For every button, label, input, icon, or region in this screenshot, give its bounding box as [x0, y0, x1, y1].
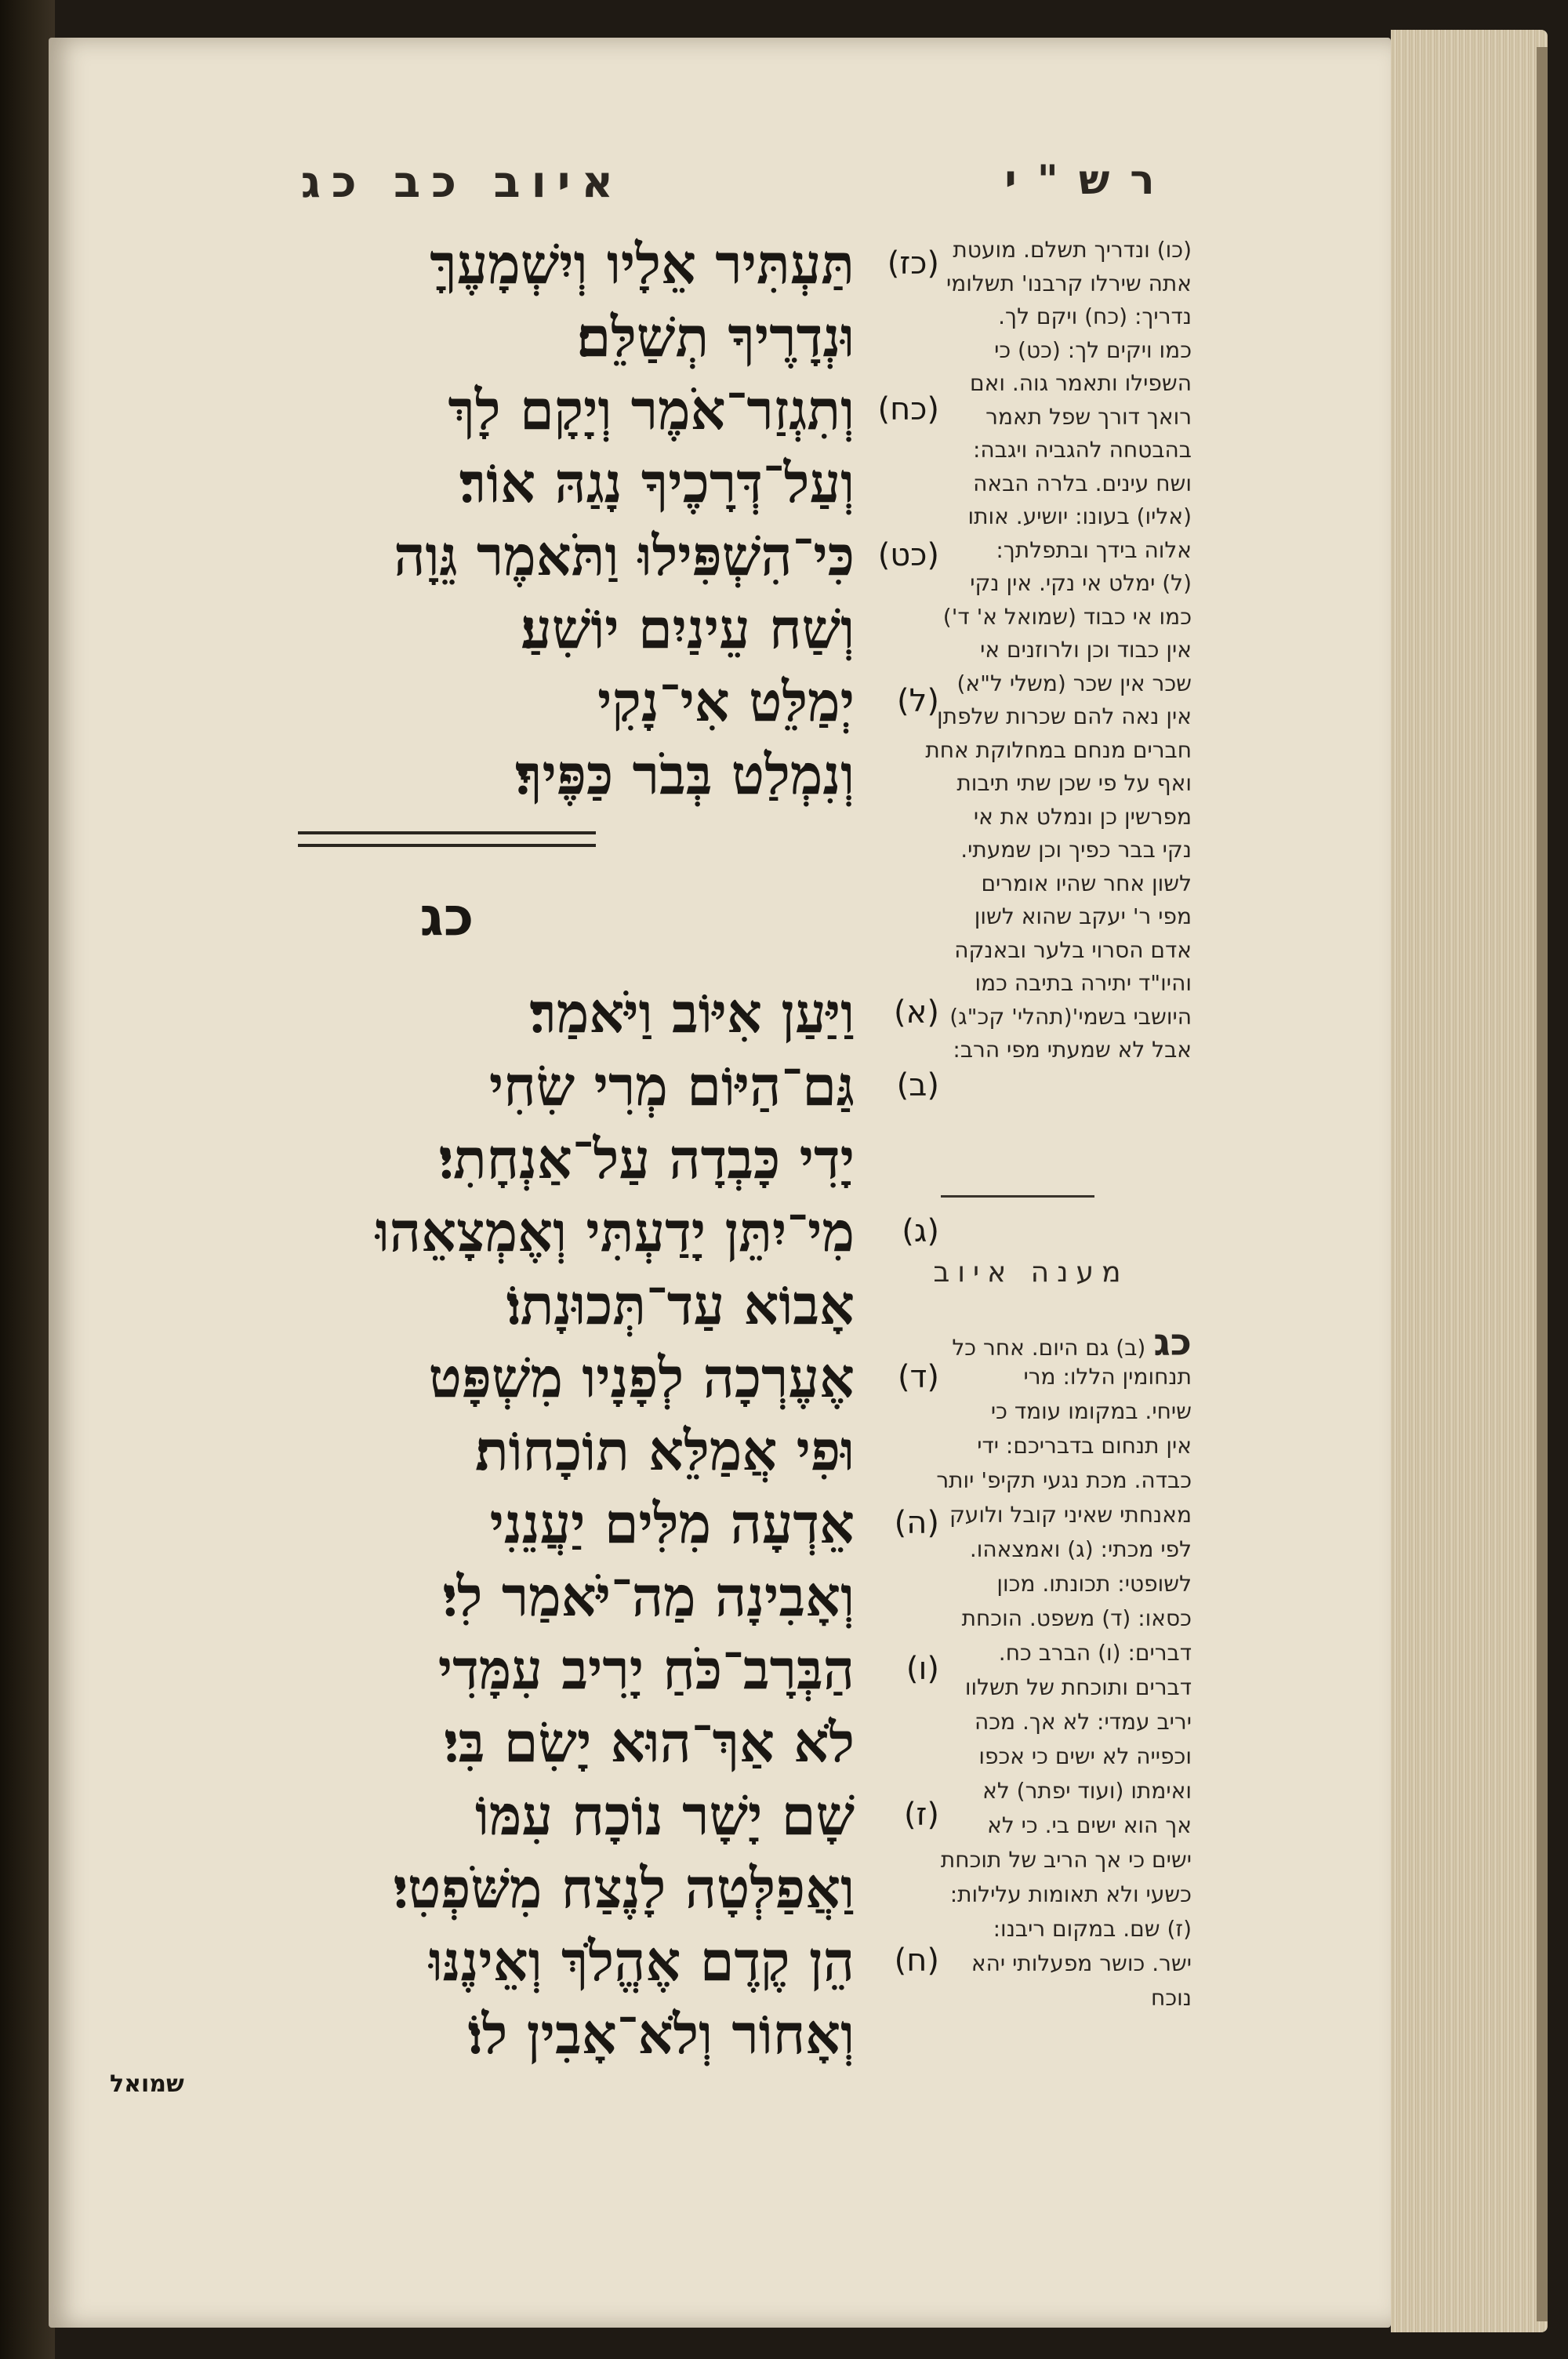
- commentary-text: כבדה. מכת נגעי תקיפ' יותר: [936, 1467, 1192, 1493]
- verse-text: וְאָבִינָה מַה־יֹּאמַר לִי׃: [442, 1564, 855, 1629]
- commentary-text: (ב) גם היום. אחר כל: [952, 1335, 1146, 1361]
- commentary-text: נדריך: (כח) ויקם לך.: [998, 304, 1192, 329]
- verse-text: יְמַלֵּט אִי־נָקִי: [597, 669, 855, 734]
- commentary-text: אבל לא שמעתי מפי הרב:: [953, 1037, 1192, 1063]
- verse-line: [196, 1925, 939, 1997]
- verse-number: (ג): [902, 1213, 939, 1249]
- commentary-divider: [941, 1195, 1094, 1198]
- commentary-text: מפרשין כן ונמלט את אי: [973, 803, 1192, 830]
- commentary-line: [862, 1774, 1192, 1808]
- verse-line: [196, 373, 939, 446]
- commentary-text: חברים מנחם במחלוקת אחת: [925, 736, 1192, 763]
- commentary-line: [862, 601, 1192, 634]
- commentary-line: [862, 1498, 1192, 1532]
- verse-column-ch23: [196, 976, 939, 2070]
- rashi-commentary: [862, 234, 1192, 1067]
- commentary-text: (אליו) בעונו: יושיע. אותו: [967, 503, 1192, 529]
- commentary-line: [862, 567, 1192, 601]
- commentary-line: [862, 634, 1192, 667]
- commentary-line: [862, 401, 1192, 434]
- verse-text: וְנִמְלַט בְּבֹר כַּפֶּיךָ׃: [515, 742, 855, 807]
- chapter-marker: כג: [1153, 1321, 1192, 1365]
- verse-number: (ה): [894, 1505, 939, 1541]
- commentary-text: נקי בבר כפיך וכן שמעתי.: [960, 837, 1192, 863]
- verse-line: [196, 1852, 855, 1925]
- verse-text: כִּי־הִשְׁפִּילוּ וַתֹּאמֶר גֵּוָה: [394, 523, 855, 588]
- chapter-number: כג: [419, 886, 474, 948]
- commentary-line: [862, 367, 1192, 401]
- verse-text: תַּעְתִּיר אֵלָיו וְיִשְׁמָעֶךָּ: [430, 231, 855, 296]
- verse-number: (כט): [877, 537, 939, 573]
- verse-line: [196, 1122, 855, 1195]
- commentary-text: (ז) שם. במקום ריבנו:: [993, 1916, 1192, 1942]
- verse-text: וַיַּעַן אִיּוֹב וַיֹּאמַר׃: [529, 980, 855, 1045]
- commentary-line: [862, 1877, 1192, 1912]
- commentary-text: לפי מכתי: (ג) ואמצאהו.: [969, 1536, 1192, 1562]
- commentary-text: תנחומין הללו: מרי: [1023, 1364, 1192, 1390]
- verse-text: אָבוֹא עַד־תְּכוּנָתוֹ׃: [506, 1272, 855, 1337]
- commentary-line: [862, 1034, 1192, 1067]
- commentary-line: [862, 867, 1192, 901]
- commentary-line: [862, 234, 1192, 267]
- commentary-text: אין נאה להם שכרות שלפתן: [937, 703, 1192, 729]
- verse-line: [196, 1049, 939, 1122]
- verse-text: שָׁם יָשָׁר נוֹכָח עִמּוֹ: [475, 1783, 855, 1848]
- commentary-line: [862, 934, 1192, 968]
- commentary-line: [862, 1463, 1192, 1498]
- commentary-line: [862, 767, 1192, 801]
- verse-text: יָדִי כָּבְדָה עַל־אַנְחָתִי׃: [438, 1126, 855, 1191]
- commentary-text: (כו) ונדריך תשלם. מועטת: [953, 237, 1192, 263]
- commentary-text: יריב עמדי: לא אך. מכה: [974, 1709, 1192, 1735]
- commentary-text: שכר אין שכר (משלי ל"א): [956, 670, 1192, 696]
- commentary-text: לשופטי: תכונתו. מכון: [996, 1571, 1192, 1597]
- commentary-text: אין תנחום בדבריכם: ידי: [977, 1433, 1192, 1459]
- verse-number: (כח): [877, 391, 939, 427]
- commentary-line: [862, 1912, 1192, 1946]
- verse-number: (ז): [903, 1797, 939, 1833]
- commentary-line: [862, 1429, 1192, 1463]
- page-edges: [1391, 30, 1548, 2332]
- commentary-line: [862, 434, 1192, 467]
- commentary-text: וכפייה לא ישים כי אכפו: [978, 1743, 1192, 1769]
- commentary-text: אדם הסרוי בלער ובאנקה: [954, 936, 1192, 963]
- commentary-text: דברים: (ו) הברב כח.: [998, 1640, 1192, 1666]
- commentary-line: [862, 900, 1192, 934]
- commentary-line: [862, 1321, 1192, 1365]
- verse-text: וּפִי אֲמַלֵּא תוֹכָחוֹת׃: [474, 1418, 855, 1483]
- commentary-line: [862, 667, 1192, 701]
- commentary-text: לשון אחר שהיו אומרים: [981, 870, 1192, 896]
- commentary-text: ואימתו (ועוד יפתר) לא: [982, 1778, 1192, 1804]
- commentary-text: אך הוא ישים בי. כי לא: [987, 1812, 1192, 1838]
- commentary-line: [862, 1636, 1192, 1670]
- commentary-line: [862, 1360, 1192, 1394]
- book-chapter-header: איוב כב כג: [300, 157, 625, 208]
- signature-stamp: שמואל: [110, 2070, 184, 2098]
- verse-line: [196, 665, 939, 738]
- verse-line: [196, 1487, 939, 1560]
- commentary-text: מפי ר' יעקב שהוא לשון: [974, 903, 1192, 929]
- commentary-line: [862, 1394, 1192, 1429]
- commentary-text: שיחי. במקומו עומד כי: [990, 1398, 1192, 1424]
- commentary-text: (ל) ימלט אי נקי. אין נקי: [970, 570, 1192, 596]
- commentary-text: כמו אי כבוד (שמואל א' ד'): [942, 603, 1192, 630]
- verse-number: (א): [894, 994, 939, 1030]
- commentary-line: [862, 500, 1192, 534]
- verse-text: וְאָחוֹר וְלֹא־אָבִין לוֹ׃: [467, 2001, 855, 2066]
- commentary-text: אתה שירלו קרבנו' תשלומי: [946, 270, 1192, 296]
- verse-line: [196, 738, 855, 811]
- commentary-text: דברים ותוכחת של תשלוו: [964, 1674, 1192, 1700]
- verse-line: [196, 1779, 939, 1852]
- chapter-divider: [298, 831, 596, 847]
- commentary-line: [862, 1601, 1192, 1636]
- verse-number: (כז): [887, 245, 939, 282]
- verse-text: וְשַׁח עֵינַיִם יוֹשִׁעַ׃: [521, 596, 855, 661]
- commentary-text: השפילו ותאמר גוה. ואם: [970, 370, 1192, 396]
- rashi-header: רש"י: [1004, 157, 1175, 204]
- verse-line: [196, 592, 855, 665]
- commentary-text: רואך דורך שפל תאמר: [985, 403, 1192, 430]
- verse-text: וּנְדָרֶיךָ תְשַׁלֵּם׃: [576, 304, 855, 369]
- verse-number: (ח): [894, 1943, 939, 1979]
- verse-line: [196, 1560, 855, 1633]
- verse-text: וַאֲפַלְּטָה לָנֶצַח מִשֹּׁפְטִי׃: [393, 1856, 855, 1921]
- verse-text: הַבְּרָב־כֹּחַ יָרִיב עִמָּדִי: [437, 1637, 855, 1702]
- verse-text: אֶעֶרְכָה לְפָנָיו מִשְׁפָּט: [428, 1345, 855, 1410]
- commentary-line: [862, 534, 1192, 568]
- commentary-text: אלוה בידך ובתפלתך:: [996, 536, 1192, 563]
- verse-column-ch22: [196, 227, 939, 811]
- maane-iyov-header: מענה איוב: [933, 1256, 1129, 1289]
- verse-number: (ו): [906, 1651, 939, 1687]
- verse-line: [196, 1195, 939, 1268]
- verse-line: [196, 519, 939, 592]
- verse-number: (ל): [897, 683, 939, 719]
- verse-text: מִי־יִתֵּן יָדַעְתִּי וְאֶמְצָאֵהוּ: [375, 1199, 855, 1264]
- verse-line: [196, 1341, 939, 1414]
- commentary-line: [862, 734, 1192, 768]
- verse-text: אֵדְעָה מִלִּים יַעֲנֵנִי: [489, 1491, 855, 1556]
- commentary-line: [862, 1001, 1192, 1034]
- verse-line: [196, 1997, 855, 2070]
- commentary-line: [862, 1532, 1192, 1567]
- verse-text: גַּם־הַיּוֹם מְרִי שִׂחִי: [488, 1053, 855, 1118]
- commentary-line: [862, 801, 1192, 834]
- commentary-text: מאנחתי שאיני קובל ולועק: [949, 1502, 1192, 1528]
- commentary-text: בהבטחה להגביה ויגבה:: [972, 437, 1192, 463]
- commentary-text: היושבי בשמי'(תהלי' קכ"ג): [949, 1003, 1192, 1030]
- commentary-line: [862, 267, 1192, 301]
- commentary-text: אין כבוד וכן ולרוזנים אי: [980, 637, 1192, 663]
- commentary-text: נוכח: [1151, 1985, 1192, 2011]
- verse-text: וְתִגְזַר־אֹמֶר וְיָקָם לָךְ: [448, 377, 855, 442]
- commentary-line: [862, 1705, 1192, 1739]
- commentary-line: [862, 967, 1192, 1001]
- commentary-line: [862, 1739, 1192, 1774]
- commentary-line: [862, 300, 1192, 334]
- verse-line: [196, 1268, 855, 1341]
- commentary-line: [862, 1567, 1192, 1601]
- commentary-line: [862, 1808, 1192, 1843]
- binding-shadow: [0, 0, 55, 2359]
- commentary-line: [862, 1981, 1192, 2016]
- commentary-text: ישים כי אך הריב של תוכחת: [940, 1847, 1192, 1873]
- commentary-text: כמו ויקים לך: (כט) כי: [994, 336, 1192, 363]
- verse-line: [196, 976, 939, 1049]
- verse-line: [196, 1414, 855, 1487]
- commentary-text: ישר. כושר מפעלותי יהא: [971, 1950, 1192, 1976]
- commentary-line: [862, 1946, 1192, 1981]
- verse-text: וְעַל־דְּרָכֶיךָ נָגַהּ אוֹר׃: [459, 450, 855, 515]
- commentary-line: [862, 1843, 1192, 1877]
- verse-text: לֹא אַךְ־הוּא יָשִׂם בִּי׃: [444, 1710, 855, 1775]
- commentary-text: כסאו: (ד) משפט. הוכחת: [961, 1605, 1192, 1631]
- commentary-text: כשעי ולא תאומות עלילות:: [949, 1881, 1192, 1907]
- commentary-line: [862, 1670, 1192, 1705]
- commentary-text: והיו"ד יתירה בתיבה כמו: [975, 970, 1192, 996]
- verse-line: [196, 227, 939, 300]
- commentary-text: ושח עינים. בלרה הבאה: [973, 470, 1192, 496]
- cover-edge: [1537, 47, 1548, 2321]
- commentary-line: [862, 700, 1192, 734]
- verse-number: (ב): [896, 1067, 939, 1103]
- maane-iyov-commentary: [862, 1321, 1192, 2016]
- commentary-line: [862, 834, 1192, 867]
- commentary-line: [862, 334, 1192, 368]
- verse-line: [196, 300, 855, 373]
- verse-line: [196, 1633, 939, 1706]
- commentary-line: [862, 467, 1192, 501]
- verse-number: (ד): [897, 1359, 939, 1395]
- verse-line: [196, 1706, 855, 1779]
- verse-text: הֵן קֶדֶם אֶהֱלֹךְ וְאֵינֶנּוּ: [428, 1928, 855, 1994]
- verse-line: [196, 446, 855, 519]
- commentary-text: ואף על פי שכן שתי תיבות: [956, 770, 1192, 796]
